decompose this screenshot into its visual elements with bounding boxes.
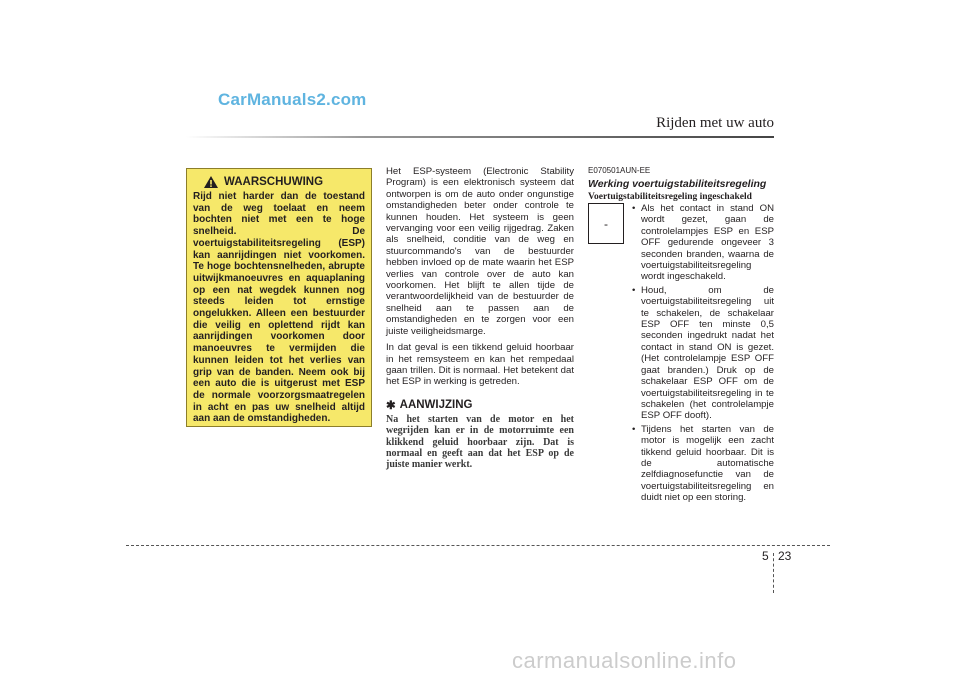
note-header — [386, 398, 574, 412]
section-code: E070501AUN-EE — [588, 166, 651, 175]
list-item: • Als het contact in stand ON wordt gezet, gaan de controlelampjes ESP en ESP OFF gedurende ongeveer 3 seconden branden, waarna de voertuigstabiliteitsregeling wordt ingeschakeld. — [630, 203, 774, 283]
note-body: Na het starten van de motor en het wegrijden kan er in de motorruimte een klikkend geluid hoorbaar zijn. Dat is normaal en geeft aan dat het ESP op de juiste manier werkt. — [386, 413, 574, 471]
page-divider — [773, 553, 774, 593]
watermark-top: CarManuals2.com — [218, 90, 367, 109]
warning-box — [186, 168, 372, 427]
subsubsection-title: Voertuigstabiliteitsregeling ingeschakeld — [588, 192, 752, 202]
warning-triangle-icon — [203, 175, 219, 189]
paragraph-esp-intro: Het ESP-systeem (Electronic Stability Program) is een elektronisch systeem dat ontworpen is om de auto onder ongunstige omstandigheden beter onder controle te kunnen houden. Het systeem is geen vervanging voor een veilig rijgedrag. Zaken als snelheid, conditie van de weg en stuurcommando's van de bestuurder hebben invloed op de mate waarin het ESP verlies van controle over de auto kan voorkomen. Het blijft te allen tijde de verantwoordelijkheid van de bestuurder de snelheid aan te passen aan de omstandigheden en te zorgen voor een juiste veiligheidsmarge. — [386, 166, 574, 337]
warning-body: Rijd niet harder dan de toestand van de weg toelaat en neem bochten niet met een te hoge snelheid. De voertuigstabiliteitsregeling (ESP) kan aanrijdingen niet voorkomen. Te hoge bochtensnelheden, abrupte uitwijkmanoeuvres en aquaplaning op een nat wegdek kunnen nog steeds leiden tot ernstige ongelukken. Alleen een bestuurder die veilig en oplettend rijdt kan aanrijdingen voorkomen door manoeuvres te vermijden die kunnen leiden tot het verlies van grip van de banden. Neem ook bij een auto die is uitgerust met ESP de normale voorzorgsmaatregelen in acht en pas uw snelheid altijd aan aan de omstandigheden. — [193, 191, 365, 425]
chapter-number: 5 — [762, 549, 769, 563]
footer-rule — [126, 545, 830, 546]
watermark-bottom: carmanualsonline.info — [512, 648, 737, 673]
note-title: AANWIJZING — [399, 398, 473, 411]
warning-header — [203, 175, 365, 189]
warning-title: WAARSCHUWING — [224, 176, 324, 188]
page-number: 23 — [778, 549, 792, 563]
list-item: • Houd, om de voertuigstabiliteitsregeling uit te schakelen, de schakelaar ESP OFF ten minste 0,5 seconden ingedrukt nadat het contact in stand ON is gezet. (Het controlelampje ESP OFF gaat branden.) Druk op de schakelaar ESP OFF om de voertuigstabiliteitsregeling in te schakelen (het controlelampje ESP OFF dooft). — [630, 285, 774, 422]
section-title: Rijden met uw auto — [656, 115, 774, 131]
column-2 — [386, 166, 574, 471]
paragraph-esp-active: In dat geval is een tikkend geluid hoorbaar in het remsysteem en kan het rempedaal gaan trillen. Dit is normaal. Het betekent dat het ESP in werking is getreden. — [386, 342, 574, 388]
list-item: • Tijdens het starten van de motor is mogelijk een zacht tikkend geluid hoorbaar. Dit is de automatische zelfdiagnosefunctie van de voertuigstabiliteitsregeling en duidt niet op een storing. — [630, 424, 774, 504]
bullet-list — [630, 203, 774, 506]
dash-label: - — [604, 216, 608, 231]
header-rule — [186, 136, 774, 138]
column-3 — [588, 166, 774, 204]
subsection-title: Werking voertuigstabiliteitsregeling — [588, 178, 767, 190]
note-star-icon: ✱ — [386, 399, 396, 412]
indicator-placeholder-box — [588, 203, 624, 244]
